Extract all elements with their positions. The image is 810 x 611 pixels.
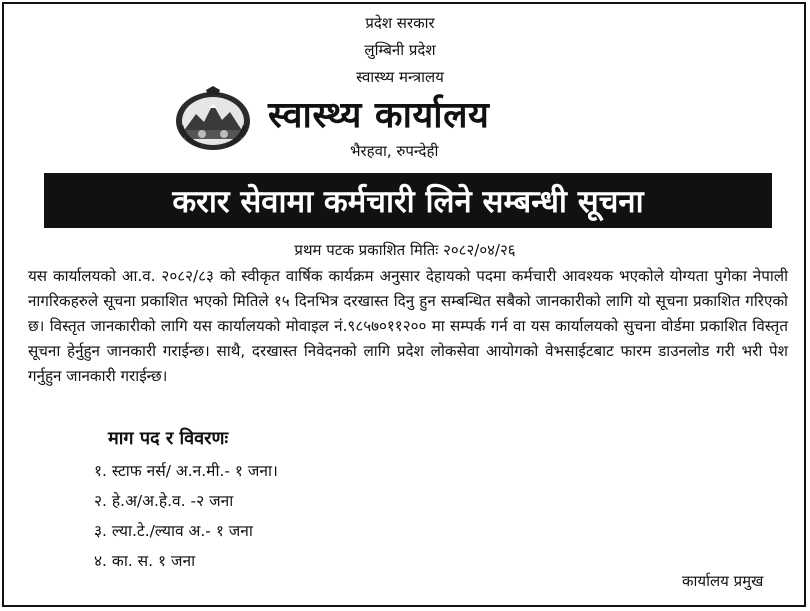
posts-heading: माग पद र विवरणः [108, 428, 229, 449]
notice-title-banner [44, 173, 772, 228]
nepal-emblem-icon [174, 86, 252, 152]
list-item: २. हे.अ/अ.हे.व. -२ जना [94, 492, 234, 510]
notice-body: यस कार्यालयको आ.व. २०८२/८३ को स्वीकृत वार्षिक कार्यक्रम अनुसार देहायको पदमा कर्मचारी आवश्यक भएकोले योग्यता पुगेका नेपाली नागरिकहरुले सूचना प्रकाशित भएको मितिले १५ दिनभित्र दरखास्त दिनु हुन सम्बन्धित सबैको जानकारीको लागि यो सूचना प्रकाशित गरिएको छ। विस्तृत जानकारीको लागि यस कार्यालयको मोवाइल नं.९८५७०११२०० मा सम्पर्क गर्न वा यस कार्यालयको सुचना वोर्डमा प्रकाशित विस्तृत सूचना हेर्नुहुन जानकारी गराईन्छ। साथै, दरखास्त निवेदनको लागि प्रदेश लोकसेवा आयोगको वेभसाईटबाट फारम डाउनलोड गरी भरी पेश गर्नुहुन जानकारी गराईन्छ। [28, 267, 788, 385]
list-item: १. स्टाफ नर्स/ अ.न.मी.- १ जना। [94, 462, 278, 480]
notice-title: करार सेवामा कर्मचारी लिने सम्बन्धी सूचना [172, 183, 644, 220]
published-date: प्रथम पटक प्रकाशित मितिः २०८२/०४/२६ [294, 241, 516, 259]
posts-list [94, 456, 278, 576]
list-item: ३. ल्या.टे./ल्याव अ.- १ जना [94, 522, 253, 540]
office-name: स्वास्थ्य कार्यालय [268, 95, 490, 136]
ministry-label: स्वास्थ्य मन्त्रालय [356, 68, 444, 86]
signatory-title: कार्यालय प्रमुख [682, 572, 764, 590]
office-location: भैरहवा, रुपन्देही [350, 142, 439, 160]
list-item: ४. का. स. १ जना [94, 552, 196, 570]
government-label: प्रदेश सरकार [365, 14, 435, 32]
province-label: लुम्बिनी प्रदेश [364, 41, 436, 59]
